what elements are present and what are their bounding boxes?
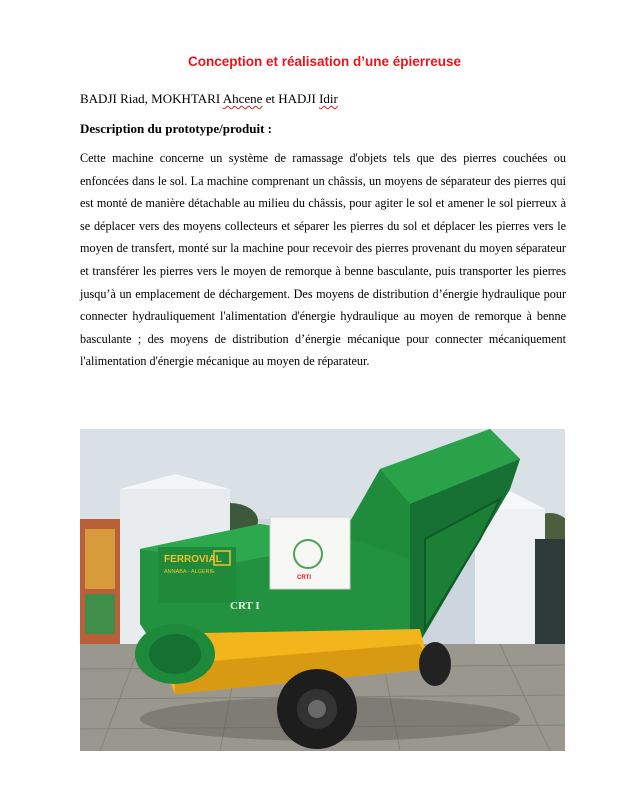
machine-code-text: CRT I	[230, 600, 260, 612]
machine-photo-illustration	[80, 429, 565, 751]
machine-sub-text: ANNABA - ALGERIE	[164, 569, 215, 575]
crti-logo-text: CRTI	[297, 575, 311, 581]
authors-text-1: BADJI Riad, MOKHTARI	[80, 91, 223, 106]
author-name-flagged: Idir	[319, 91, 338, 106]
machine-photo	[80, 429, 565, 751]
author-name-flagged: Ahcene	[222, 91, 263, 106]
machine-brand-text: FERROVIAL	[164, 554, 222, 565]
authors-line	[80, 91, 338, 107]
description-paragraph: Cette machine concerne un système de ramassage d'objets tels que des pierres couchées ou enfoncées dans le sol. La machine comprenant un châssis, un moyens de séparateur des pierres qui est monté de manière détachable au milieu du châssis, pour agiter le sol et amener le sol pierreux à se déplacer vers des moyens collecteurs et séparer les pierres du sol et déplacer les pierres vers le moyen de transfert, monté sur la machine pour recevoir des pierres provenant du moyen séparateur et transférer les pierres vers le moyen de remorque à benne basculante, puis transporter les pierres jusqu’à un emplacement de déchargement. Des moyens de distribution d’énergie hydraulique pour connecter hydrauliquement l'alimentation d'énergie hydraulique au moyen de remorque à benne basculante ; des moyens de distribution d’énergie mécanique pour connecter mécaniquement l'alimentation d'énergie mécanique au moyen de réparateur.	[80, 151, 566, 369]
section-heading: Description du prototype/produit :	[80, 121, 273, 136]
authors-text-2: et HADJI	[262, 91, 320, 106]
document-title: Conception et réalisation d’une épierreuse	[187, 54, 462, 69]
